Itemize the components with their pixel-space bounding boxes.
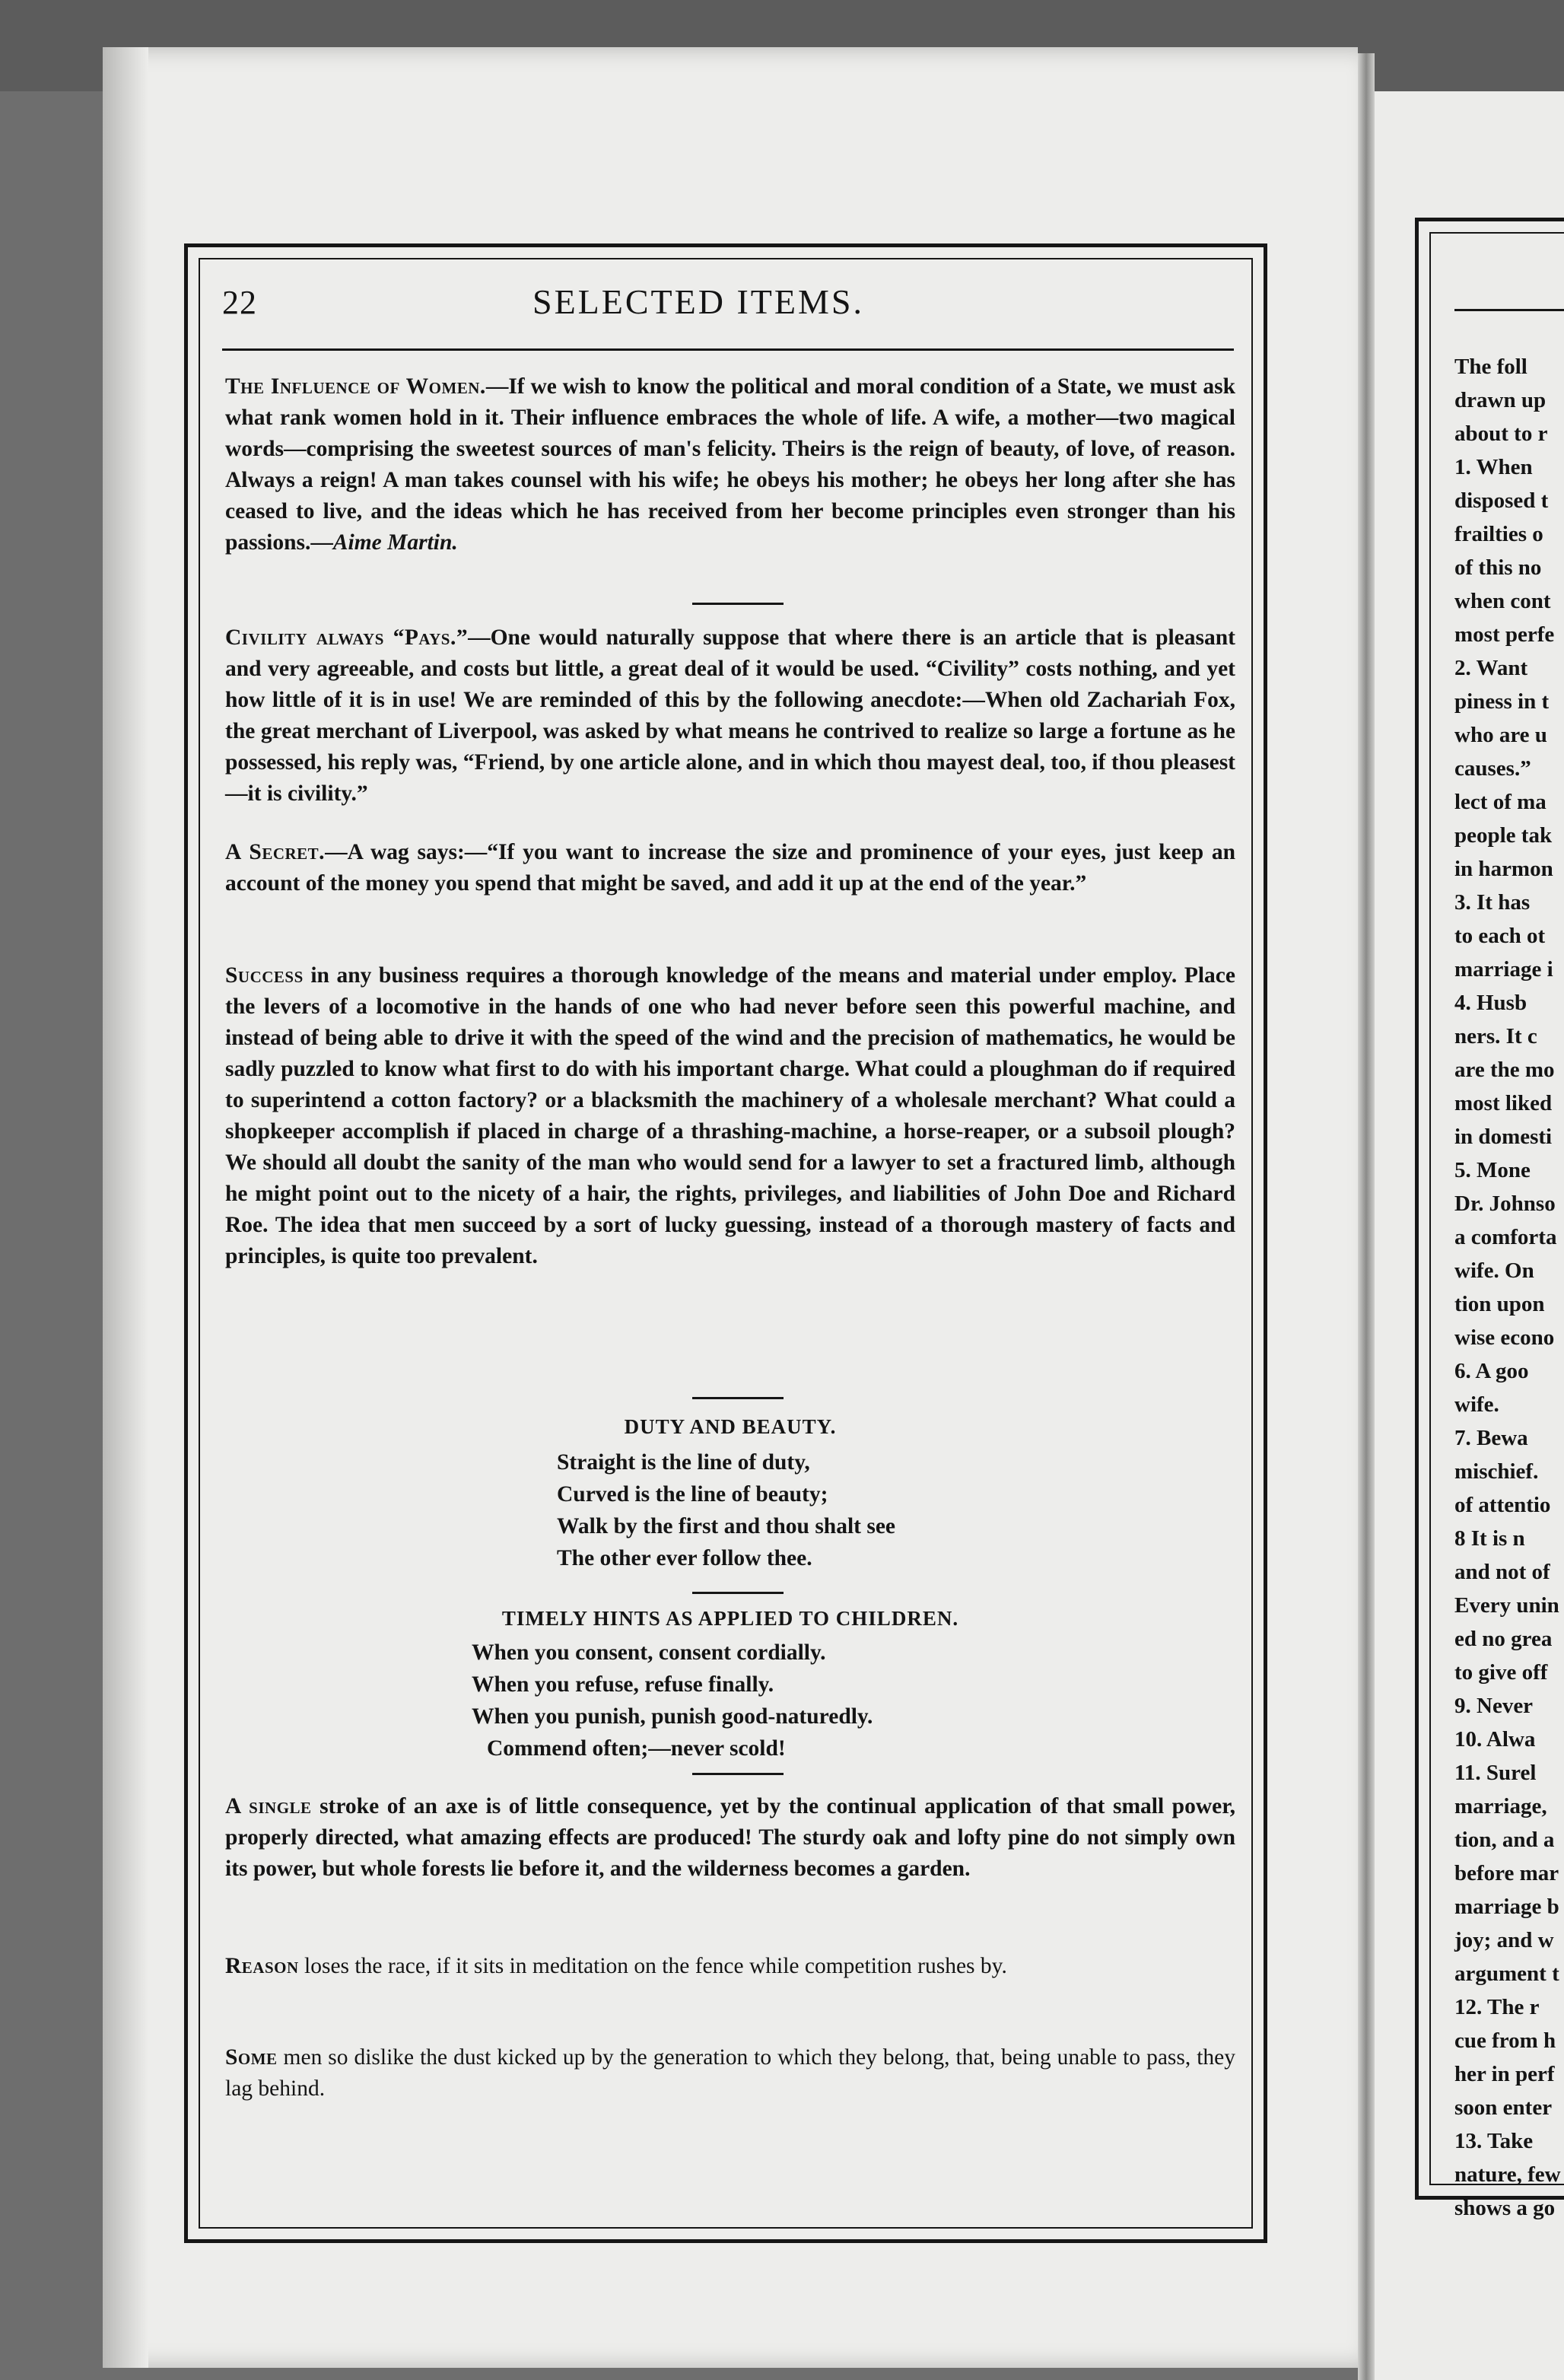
- right-header-rule: [1454, 309, 1564, 311]
- article-lead: A single: [225, 1794, 312, 1818]
- article-text: —A wag says:—“If you want to increase the size and prominence of your eyes, just keep an account of the money you spend that might be saved, and add it up at the end of the year.”: [225, 840, 1235, 896]
- right-page-line: marriage,: [1454, 1794, 1547, 1818]
- right-page-line: to give off: [1454, 1660, 1548, 1685]
- right-page-line: 12. The r: [1454, 1995, 1540, 2019]
- right-page-line: ners. It c: [1454, 1024, 1537, 1048]
- right-page-line: argument t: [1454, 1962, 1559, 1986]
- article-text: stroke of an axe is of little consequence, yet by the continual application of that small power, properly directed, what amazing effects are produced! The sturdy oak and lofty pine do not simply own its power, but whole forests lie before it, and the wilderness becomes a garden.: [225, 1794, 1235, 1881]
- right-page-line: her in perf: [1454, 2062, 1555, 2086]
- right-page-line: tion, and a: [1454, 1828, 1555, 1852]
- poem-line: When you consent, consent cordially.: [472, 1640, 826, 1665]
- article-lead: Civility always “Pays.”: [225, 625, 469, 650]
- article-text: —One would naturally suppose that where there is an article that is pleasant and very agreeable, and costs but little, a great deal of it would be used. “Civility” costs nothing, and yet how little of it is in use! We are reminded of this by the following anecdote:—When old Zachariah Fox, the great merchant of Liverpool, was asked by what means he contrived to realize so large a fortune as he possessed, his reply was, “Friend, by one article alone, and in which thou mayest deal, too, if thou pleasest—it is civility.”: [225, 625, 1235, 806]
- right-page-line: 11. Surel: [1454, 1761, 1537, 1785]
- right-page-line: in domesti: [1454, 1125, 1553, 1149]
- article-single-stroke: [225, 1791, 1235, 1885]
- right-page-line: mischief.: [1454, 1459, 1539, 1484]
- article-reason: [225, 1951, 1235, 1982]
- right-page-line: Every unin: [1454, 1593, 1559, 1618]
- right-page-line: ed no grea: [1454, 1627, 1553, 1651]
- article-lead: Reason: [225, 1954, 299, 1978]
- right-page-line: 6. A goo: [1454, 1359, 1529, 1383]
- right-page-line: joy; and w: [1454, 1928, 1554, 1952]
- section-divider: [692, 1397, 784, 1399]
- section-divider: [692, 603, 784, 605]
- article-lead: Success: [225, 963, 304, 988]
- right-page-line: before mar: [1454, 1861, 1559, 1885]
- right-page-line: 10. Alwa: [1454, 1727, 1536, 1752]
- poem-line: The other ever follow thee.: [557, 1546, 812, 1570]
- right-page-line: in harmon: [1454, 857, 1553, 881]
- poem-line: When you punish, punish good-naturedly.: [472, 1704, 873, 1729]
- right-page-line: soon enter: [1454, 2095, 1553, 2120]
- right-page-line: tion upon: [1454, 1292, 1545, 1316]
- right-page-line: 5. Mone: [1454, 1158, 1531, 1182]
- article-author: Aime Martin.: [332, 530, 458, 555]
- section-divider: [692, 1592, 784, 1594]
- right-page-line: wise econo: [1454, 1325, 1555, 1350]
- article-text: in any business requires a thorough knowledge of the means and material under employ. Place the levers of a locomotive in the hands of one who had never before seen this powerful machine, and instead of being able to drive it with the speed of the wind and the precision of mathematics, he would be sadly puzzled to know what first to do with his important charge. What could a ploughman do if required to superintend a cotton factory? or a blacksmith the machinery of a wholesale merchant? What could a shopkeeper accomplish if placed in charge of a thrashing-machine, a horse-reaper, or a subsoil plough? We should all doubt the sanity of the man who would send for a lawyer to set a fractured limb, although he might point out to the nicety of a hair, the rights, privileges, and liabilities of John Doe and Richard Roe. The idea that men succeed by a sort of lucky guessing, instead of a thorough mastery of facts and principles, is quite too prevalent.: [225, 963, 1235, 1268]
- article-civility: [225, 622, 1235, 810]
- right-page-line: to each ot: [1454, 924, 1546, 948]
- article-lead: The Influence of Women.: [225, 374, 486, 399]
- article-lead: Some: [225, 2045, 278, 2070]
- article-lead: A Secret.: [225, 840, 326, 864]
- right-page-line: most perfe: [1454, 622, 1555, 647]
- poem-line: Curved is the line of beauty;: [557, 1482, 828, 1507]
- right-page-line: drawn up: [1454, 388, 1547, 412]
- article-some-men: [225, 2042, 1235, 2105]
- right-page-line: and not of: [1454, 1560, 1550, 1584]
- right-page-line: The foll: [1454, 355, 1527, 379]
- section-divider: [692, 1773, 784, 1775]
- right-page-line: frailties o: [1454, 522, 1543, 546]
- right-page-line: lect of ma: [1454, 790, 1547, 814]
- poem-line: Walk by the first and thou shalt see: [557, 1514, 896, 1538]
- article-secret: [225, 837, 1235, 899]
- right-page-line: about to r: [1454, 422, 1548, 446]
- right-page-line: 9. Never: [1454, 1694, 1534, 1718]
- right-page-line: 1. When: [1454, 455, 1533, 479]
- right-page-line: are the mo: [1454, 1058, 1555, 1082]
- right-page-line: disposed t: [1454, 488, 1549, 513]
- right-page-line: 2. Want: [1454, 656, 1528, 680]
- right-page-line: Dr. Johnso: [1454, 1192, 1556, 1216]
- right-page-line: piness in t: [1454, 689, 1550, 714]
- right-page-line: of attentio: [1454, 1493, 1551, 1517]
- running-head: SELECTED ITEMS.: [532, 282, 864, 321]
- poem-line: Commend often;—never scold!: [487, 1736, 786, 1761]
- article-text: loses the race, if it sits in meditation on the fence while competition rushes by.: [298, 1954, 1007, 1978]
- right-page-line: when cont: [1454, 589, 1551, 613]
- right-page-line: causes.”: [1454, 756, 1531, 781]
- right-page-line: nature, few: [1454, 2162, 1561, 2187]
- poem-line: Straight is the line of duty,: [557, 1450, 810, 1475]
- book-gutter: [1358, 53, 1375, 2380]
- article-influence-of-women: [225, 371, 1235, 558]
- poem-title-timely-hints: TIMELY HINTS AS APPLIED TO CHILDREN.: [501, 1607, 959, 1630]
- article-success: [225, 960, 1235, 1272]
- right-page-line: marriage i: [1454, 957, 1553, 982]
- right-page-line: marriage b: [1454, 1895, 1559, 1919]
- poem-line: When you refuse, refuse finally.: [472, 1672, 774, 1697]
- right-page-line: shows a go: [1454, 2196, 1556, 2220]
- right-page-line: 3. It has: [1454, 890, 1531, 915]
- right-page-line: of this no: [1454, 555, 1542, 580]
- right-page-line: 8 It is n: [1454, 1526, 1525, 1551]
- right-page-line: people tak: [1454, 823, 1553, 848]
- right-page-line: 13. Take: [1454, 2129, 1534, 2153]
- right-page-line: 7. Bewa: [1454, 1426, 1528, 1450]
- right-page-line: a comforta: [1454, 1225, 1557, 1249]
- header-rule: [222, 348, 1234, 351]
- right-page-line: who are u: [1454, 723, 1547, 747]
- right-page-line: 4. Husb: [1454, 991, 1527, 1015]
- page-number: 22: [222, 284, 257, 321]
- article-text: men so dislike the dust kicked up by the generation to which they belong, that, being unable to pass, they lag behind.: [225, 2045, 1235, 2101]
- right-page-line: cue from h: [1454, 2028, 1556, 2053]
- right-page-line: most liked: [1454, 1091, 1553, 1115]
- right-page-line: wife. On: [1454, 1258, 1534, 1283]
- right-page-line: wife.: [1454, 1392, 1499, 1417]
- article-text: —If we wish to know the political and moral condition of a State, we must ask what rank women hold in it. Their influence embraces the whole of life. A wife, a mother—two magical words—comprising the sweetest sources of man's felicity. Theirs is the reign of beauty, of love, of reason. Always a reign! A man takes counsel with his wife; he obeys his mother; he obeys her long after she has ceased to live, and the ideas which he has received from her become principles even stronger than his passions.—: [225, 374, 1235, 555]
- poem-title-duty-and-beauty: DUTY AND BEAUTY.: [624, 1415, 837, 1438]
